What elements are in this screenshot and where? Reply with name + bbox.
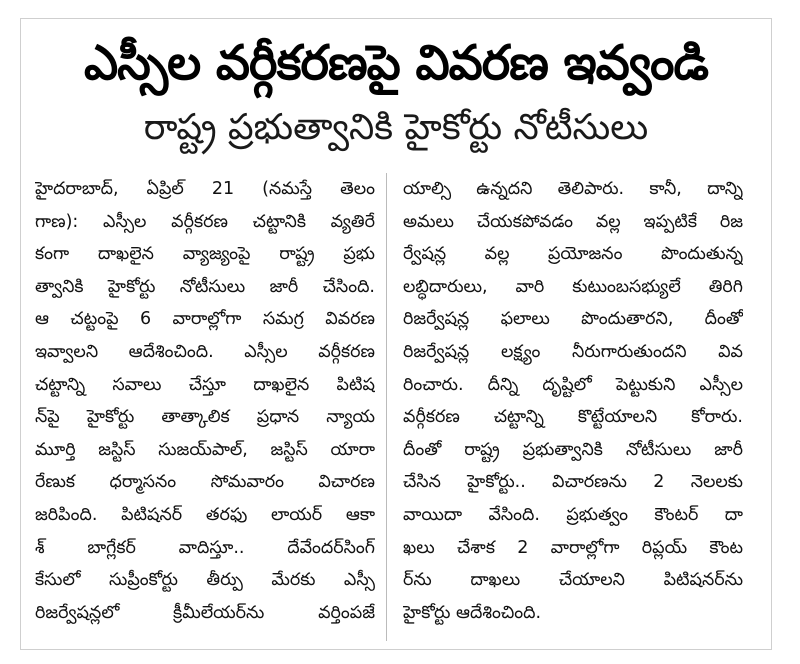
newspaper-clipping <box>20 18 772 650</box>
body-line: ఆ చట్టంపై 6 వారాల్లోగా సమగ్ర వివరణ <box>35 309 375 330</box>
body-line: రిజర్వేషన్ల ఫలాలు పొందుతారని, దీంతో <box>403 309 743 330</box>
body-line: ఇవ్వాలని ఆదేశించింది. ఎస్సీల వర్గీకరణ <box>35 341 375 362</box>
body-line: కంగా దాఖలైన వ్యాజ్యంపై రాష్ట్ర ప్రభు <box>35 244 375 265</box>
subheadline: రాష్ట్ర ప్రభుత్వానికి హైకోర్టు నోటీసులు <box>143 107 649 148</box>
body-line: రేణుక ధర్మాసనం సోమవారం విచారణ <box>35 472 375 493</box>
body-line: వాయిదా వేసింది. ప్రభుత్వం కౌంటర్ దా <box>403 504 743 525</box>
body-line: ర్వేషన్ల వల్ల ప్రయోజనం పొందుతున్న <box>403 244 743 265</box>
body-line: వర్గీకరణ చట్టాన్ని కొట్టేయాలని కోరారు. <box>403 407 743 428</box>
body-line: జరిపింది. పిటిషనర్ తరఫు లాయర్ ఆకా <box>35 504 375 525</box>
body-line: కేసులో సుప్రీంకోర్టు తీర్పు మేరకు ఎస్సీ <box>35 570 375 591</box>
body-line: దీంతో రాష్ట్ర ప్రభుత్వానికి నోటీసులు జారీ <box>403 439 743 460</box>
body-line: యాల్సి ఉన్నదని తెలిపారు. కానీ, దాన్ని <box>403 179 743 199</box>
headline: ఎస్సీల వర్గీకరణపై వివరణ ఇవ్వండి <box>83 35 709 91</box>
article-column-right <box>403 173 743 629</box>
body-line: రించారు. దీన్ని దృష్టిలో పెట్టుకుని ఎస్సీల <box>403 374 743 395</box>
body-line: ర్‌ను దాఖలు చేయాలని పిటిషనర్‌ను <box>403 570 743 591</box>
body-line: హైదరాబాద్, ఏప్రిల్ 21 (నమస్తే తెలం <box>35 179 375 199</box>
body-line: హైకోర్టు ఆదేశించింది. <box>403 602 542 623</box>
body-line: మూర్తి జస్టిస్ సుజయ్‌పాల్, జస్టిస్ యారా <box>35 439 375 460</box>
body-line: ఖలు చేశాక 2 వారాల్లోగా రిప్లయ్ కౌంట <box>403 537 743 558</box>
column-divider <box>386 173 387 641</box>
body-line: లబ్ధిదారులు, వారి కుటుంబసభ్యులే తిరిగి <box>403 276 743 297</box>
body-line: న్‌పై హైకోర్టు తాత్కాలిక ప్రధాన న్యాయ <box>35 407 375 428</box>
body-line: త్వానికి హైకోర్టు నోటీసులు జారీ చేసింది. <box>35 276 375 297</box>
body-line: శ్ బాగ్లేకర్ వాదిస్తూ.. దేవేందర్‌సింగ్ <box>35 537 375 558</box>
body-line: రిజర్వేషన్లలో క్రీమీలేయర్‌ను వర్తింపజే <box>35 602 375 623</box>
body-line: అమలు చేయకపోవడం వల్ల ఇప్పటికే రిజ <box>403 211 743 232</box>
body-line: చేసిన హైకోర్టు.. విచారణను 2 నెలలకు <box>403 472 743 493</box>
body-line: చట్టాన్ని సవాలు చేస్తూ దాఖలైన పిటిష <box>35 374 375 395</box>
body-line: రిజర్వేషన్ల లక్ష్యం నీరుగారుతుందని వివ <box>403 341 743 362</box>
article-column-left <box>35 173 375 629</box>
body-line: గాణ): ఎస్సీల వర్గీకరణ చట్టానికి వ్యతిరే <box>35 211 375 232</box>
